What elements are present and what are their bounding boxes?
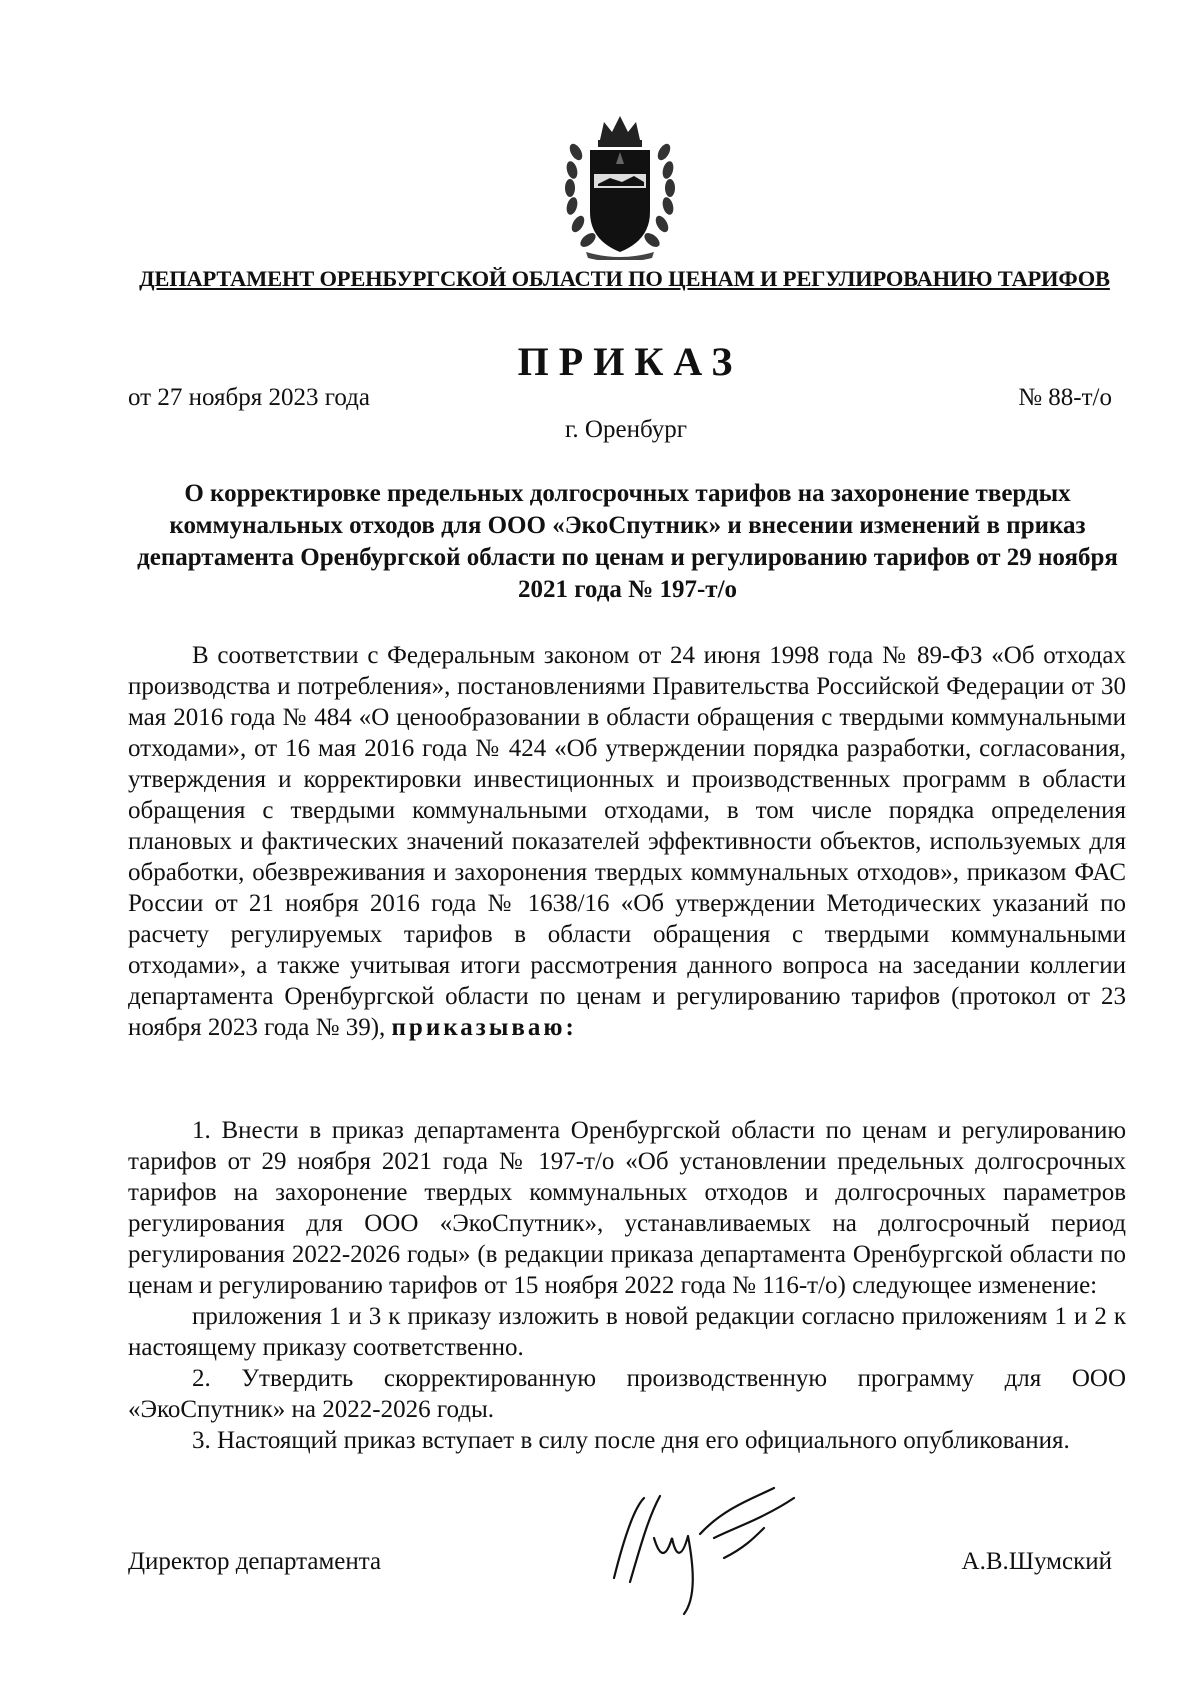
order-items [128, 1115, 1126, 1456]
handwritten-signature [604, 1478, 824, 1618]
preamble-paragraph [128, 640, 1126, 1043]
preamble [128, 640, 1126, 1043]
order-item-1-detail: приложения 1 и 3 к приказу изложить в новой редакции согласно приложениям 1 и 2 к настоящему приказу соответственно. [128, 1303, 1126, 1361]
order-city: г. Оренбург [565, 416, 687, 443]
order-date: от 27 ноября 2023 года [128, 384, 370, 411]
document-type: ПРИКАЗ [517, 339, 743, 384]
order-word: приказываю: [391, 1014, 577, 1041]
order-item-3: 3. Настоящий приказ вступает в силу после дня его официального опубликования. [192, 1427, 1070, 1454]
signatory-position: Директор департамента [128, 1548, 382, 1575]
department-name: ДЕПАРТАМЕНТ ОРЕНБУРГСКОЙ ОБЛАСТИ ПО ЦЕНАМ И РЕГУЛИРОВАНИЮ ТАРИФОВ [139, 266, 1110, 291]
preamble-text: В соответствии с Федеральным законом от 24 июня 1998 года № 89-ФЗ «Об отходах производства и потребления», постановлениями Правительства Российской Федерации от 30 мая 2016 года № 484 «О ценообразовании в области обращения с твердыми коммунальными отходами», от 16 мая 2016 года № 424 «Об утверждении порядка разработки, согласования, утверждения и корректировки инвестиционных и производственных программ в области обращения с твердыми коммунальными отходами, в том числе порядка определения плановых и фактических значений показателей эффективности объектов, используемых для обработки, обезвреживания и захоронения твердых коммунальных отходов», приказом ФАС России от 21 ноября 2016 года № 1638/16 «Об утверждении Методических указаний по расчету регулируемых тарифов в области обращения с твердыми коммунальными отходами», а также учитывая итоги рассмотрения данного вопроса на заседании коллегии департамента Оренбургской области по ценам и регулированию тарифов (протокол от 23 ноября 2023 года № 39), [128, 642, 1126, 1041]
signatory-name: А.В.Шумский [961, 1548, 1112, 1575]
order-item-2: 2. Утвердить скорректированную производственную программу для ООО «ЭкоСпутник» на 2022-2026 годы. [128, 1365, 1126, 1423]
order-item-1: 1. Внести в приказ департамента Оренбургской области по ценам и регулированию тарифов от 29 ноября 2021 года № 197-т/о «Об установлении предельных долгосрочных тарифов на захоронение твердых коммунальных отходов и долгосрочных параметров регулирования для ООО «ЭкоСпутник», устанавливаемых на долгосрочный период регулирования 2022-2026 годы» (в редакции приказа департамента Оренбургской области по ценам и регулированию тарифов от 15 ноября 2022 года № 116-т/о) следующее изменение: [128, 1117, 1126, 1299]
order-number: № 88-т/о [1018, 384, 1112, 411]
order-title: О корректировке предельных долгосрочных тарифов на захоронение твердых коммунальных отходов для ООО «ЭкоСпутник» и внесении изменений в приказ департамента Оренбургской области по ценам и регулированию тарифов от 29 ноября 2021 года № 197-т/о [137, 480, 1118, 603]
coat-of-arms-emblem [560, 112, 680, 260]
